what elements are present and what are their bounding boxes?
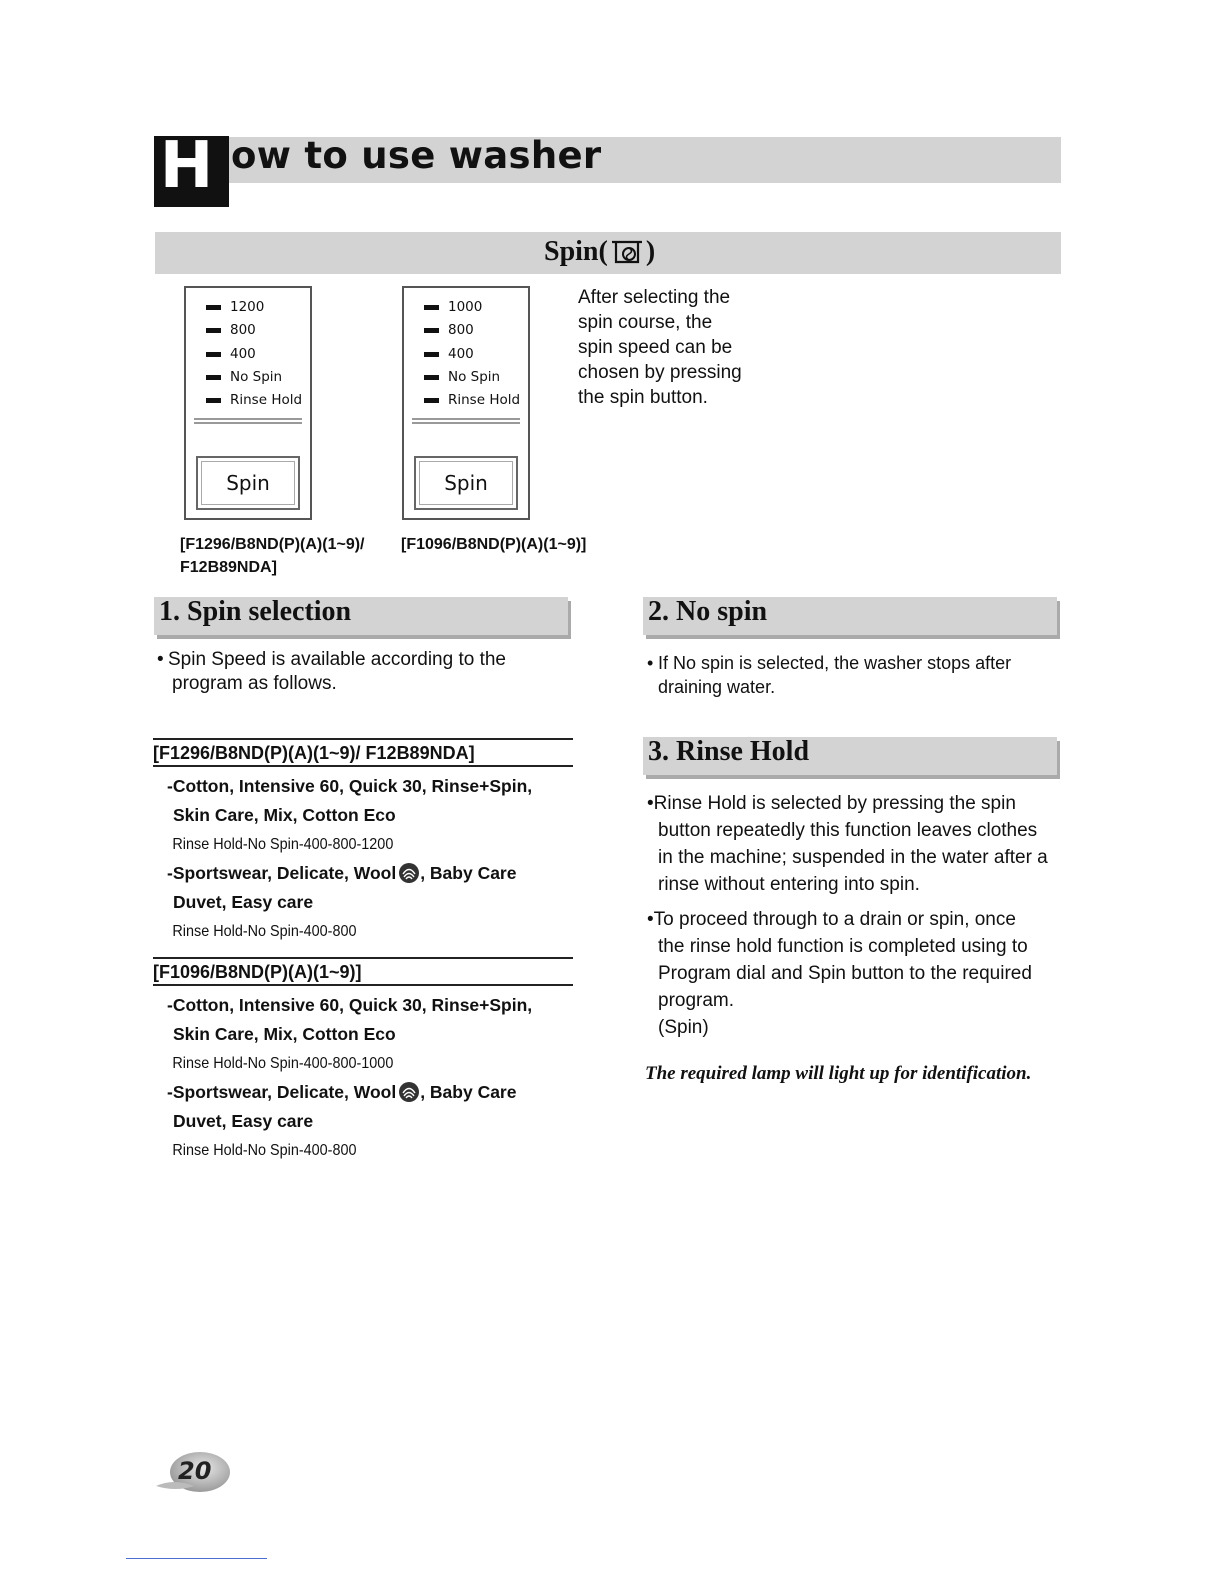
program-line: Skin Care, Mix, Cotton Eco (173, 1024, 396, 1044)
lamp-indicator-icon (424, 398, 439, 403)
lamp-indicator-icon (206, 398, 221, 403)
program-line: Duvet, Easy care (173, 892, 314, 912)
spin-speed-line: Rinse Hold-No Spin-400-800-1000 (172, 1055, 394, 1072)
program-line: Skin Care, Mix, Cotton Eco (173, 805, 396, 825)
spin-banner-label: Spin( (544, 236, 608, 267)
section3-bullet-1: •Rinse Hold is selected by pressing the spin button repeatedly this function leaves clothes in the machine; suspended in the water after a rinse without entering into spin. (647, 790, 1048, 898)
spin-option (424, 389, 520, 412)
model-header: [F1296/B8ND(P)(A)(1~9)/ F12B89NDA] (153, 738, 573, 767)
description-line: spin course, the (578, 312, 713, 333)
spin-banner-title (544, 236, 655, 268)
spin-option-label: Rinse Hold (448, 392, 521, 409)
spin-option (424, 296, 520, 319)
spin-banner-label-end: ) (645, 236, 656, 267)
header-initial: H (159, 129, 214, 203)
spin-option (424, 343, 520, 366)
lamp-indicator-icon (206, 375, 221, 380)
caption-line: F12B89NDA] (180, 559, 277, 576)
spin-option (206, 366, 302, 389)
section1-bullet: • Spin Speed is available according to the program as follows. (157, 649, 507, 694)
bullet-text: button repeatedly this function leaves clothes (658, 820, 1038, 841)
spin-panel-b (402, 286, 530, 520)
spin-option-label: 800 (230, 322, 256, 339)
section-title: 2. No spin (648, 596, 768, 627)
spin-option-label: No Spin (230, 369, 283, 386)
spin-button[interactable] (196, 456, 300, 510)
section-no-spin-header (643, 597, 1057, 635)
spin-option (424, 366, 520, 389)
page-title: ow to use washer (231, 134, 602, 177)
program-line (167, 1078, 532, 1107)
spin-option-label: 400 (448, 345, 474, 362)
lamp-indicator-icon (424, 352, 439, 357)
spin-speed-line: Rinse Hold-No Spin-400-800-1200 (172, 836, 394, 853)
caption-line: [F1296/B8ND(P)(A)(1~9)/ (180, 536, 365, 553)
spin-option-label: 1200 (230, 299, 265, 316)
program-text: , Baby Care (420, 863, 517, 883)
description-line: the spin button. (578, 387, 708, 408)
spin-speed-line: Rinse Hold-No Spin-400-800 (172, 923, 357, 940)
spin-icon (610, 238, 644, 266)
bullet-text: Spin Speed is available according to the (168, 649, 507, 670)
bullet-text: program as follows. (172, 673, 337, 694)
bullet-text: rinse without entering into spin. (658, 874, 920, 895)
bullet-text: If No spin is selected, the washer stops after (658, 653, 1012, 673)
spin-option (206, 343, 302, 366)
description-line: chosen by pressing (578, 362, 742, 383)
wool-icon (398, 862, 420, 884)
panel-a-caption (180, 533, 364, 579)
bullet-text: Program dial and Spin button to the required (658, 963, 1032, 984)
spin-option-label: Rinse Hold (230, 392, 303, 409)
bullet-text: draining water. (658, 677, 776, 697)
bullet-text: Rinse Hold is selected by pressing the spin (653, 793, 1016, 814)
program-line: -Cotton, Intensive 60, Quick 30, Rinse+Spin, (167, 776, 533, 796)
bullet-text: program. (658, 990, 735, 1011)
spin-button-label: Spin (226, 471, 270, 495)
wool-icon (398, 1081, 420, 1103)
spin-speed-line: Rinse Hold-No Spin-400-800 (172, 1142, 357, 1159)
spin-option-label: 1000 (448, 299, 483, 316)
identification-note: The required lamp will light up for identification. (645, 1063, 1032, 1084)
header-initial-box (154, 129, 229, 207)
bullet-text: the rinse hold function is completed using to (658, 936, 1028, 957)
section-rinse-hold-header (643, 737, 1057, 775)
panel-b-caption: [F1096/B8ND(P)(A)(1~9)] (401, 536, 587, 553)
lamp-indicator-icon (424, 375, 439, 380)
spin-option (206, 296, 302, 319)
panel-divider (194, 418, 302, 424)
spin-description (578, 285, 778, 410)
program-line: -Cotton, Intensive 60, Quick 30, Rinse+Spin, (167, 995, 533, 1015)
description-line: spin speed can be (578, 337, 733, 358)
spin-button-label: Spin (444, 471, 488, 495)
section3-bullet-2: •To proceed through to a drain or spin, once the rinse hold function is completed using to Program dial and Spin button to the required program. (Spin) (647, 906, 1032, 1041)
panel-divider (412, 418, 520, 424)
bullet-text: in the machine; suspended in the water after a (658, 847, 1048, 868)
spin-button[interactable] (414, 456, 518, 510)
spin-option (206, 389, 302, 412)
lamp-indicator-icon (206, 352, 221, 357)
program-text: -Sportswear, Delicate, Wool (167, 1082, 397, 1102)
section-title: 1. Spin selection (159, 596, 352, 627)
lamp-indicator-icon (424, 305, 439, 310)
spin-panel-a (184, 286, 312, 520)
bullet-text: (Spin) (658, 1017, 709, 1038)
model-header: [F1096/B8ND(P)(A)(1~9)] (153, 957, 573, 986)
lamp-indicator-icon (206, 328, 221, 333)
bullet-text: To proceed through to a drain or spin, once (653, 909, 1016, 930)
program-text: -Sportswear, Delicate, Wool (167, 863, 397, 883)
section-title: 3. Rinse Hold (648, 736, 810, 767)
program-text: , Baby Care (420, 1082, 517, 1102)
spin-option-label: 400 (230, 345, 256, 362)
model1-programs (167, 772, 532, 946)
spin-option (206, 319, 302, 342)
spin-option (424, 319, 520, 342)
section-spin-selection-header (154, 597, 568, 635)
page-number: 20 (178, 1457, 212, 1485)
program-line (167, 859, 532, 888)
footer-rule (126, 1558, 267, 1559)
model2-programs (167, 991, 532, 1165)
program-line: Duvet, Easy care (173, 1111, 314, 1131)
lamp-indicator-icon (206, 305, 221, 310)
description-line: After selecting the (578, 287, 731, 308)
spin-option-label: 800 (448, 322, 474, 339)
lamp-indicator-icon (424, 328, 439, 333)
spin-option-label: No Spin (448, 369, 501, 386)
section2-bullet: • If No spin is selected, the washer stops after draining water. (647, 653, 1012, 697)
